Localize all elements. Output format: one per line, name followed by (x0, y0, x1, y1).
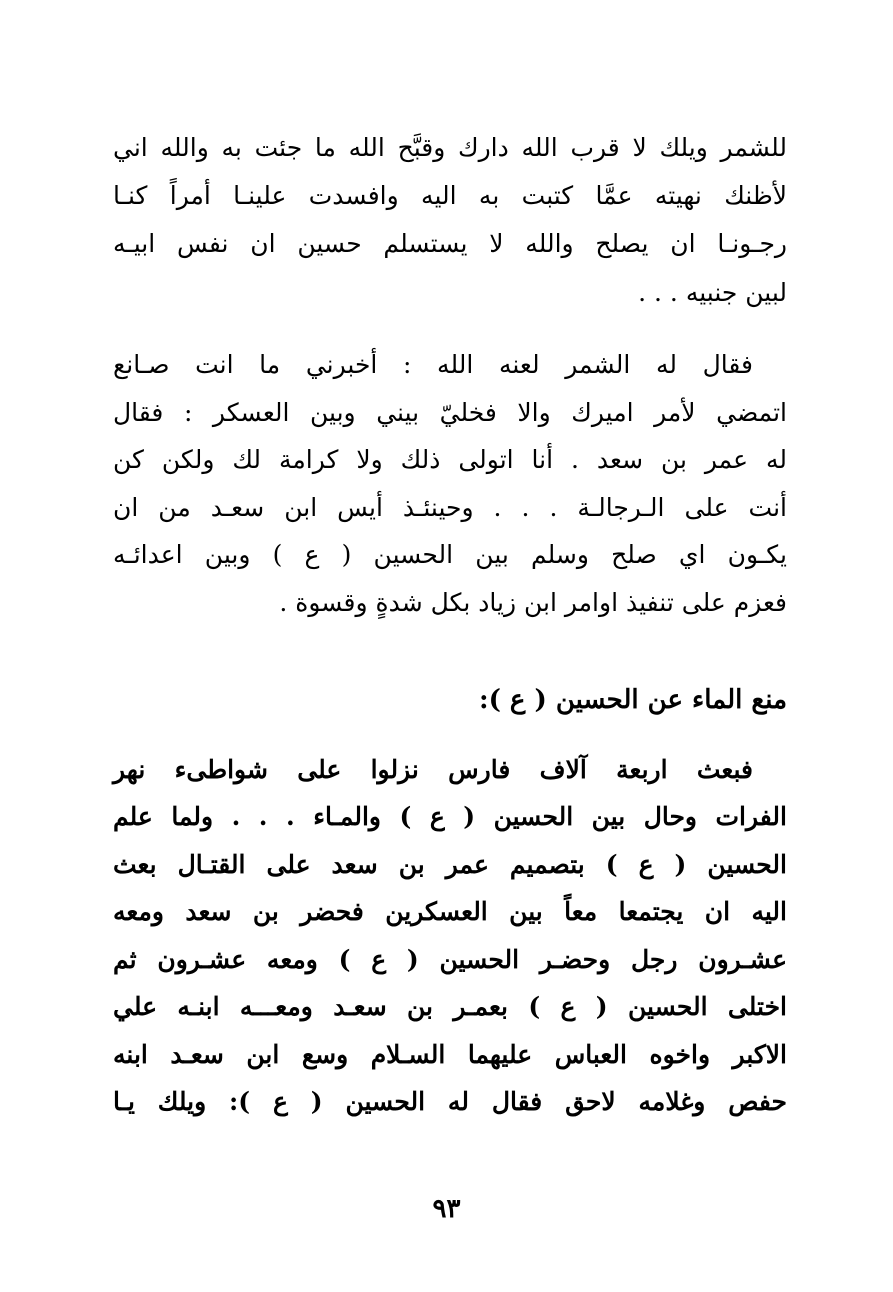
text-line: اليه ان يجتمعا معاً بين العسكرين فحضر بن سعد ومعه (113, 897, 787, 926)
text-line: الاكبر واخوه العباس عليهما السـلام وسع ابن سعـد ابنه (113, 1040, 787, 1069)
page-number: ٩٣ (432, 1194, 461, 1224)
text-line: فعزم على تنفيذ اوامر ابن زياد بكل شدةٍ وقسوة . (279, 588, 787, 617)
text-line: الفرات وحال بين الحسين ( ع ) والمـاء . . . ولما علم (113, 802, 787, 831)
text-line: فقال له الشمر لعنه الله : أخبرني ما انت صـانع (113, 350, 753, 379)
text-line: حفص وغلامه لاحق فقال له الحسين ( ع ): ويلك يـا (113, 1087, 787, 1116)
text-line: أنت على الـرجالـة . . . وحينئـذ أيس ابن سعـد من ان (113, 493, 787, 522)
text-line: رجـونـا ان يصلح والله لا يستسلم حسين ان نفس ابيـه (113, 229, 787, 258)
text-line: لأظنك نهيته عمَّا كتبت به اليه وافسدت علينـا أمراً كنـا (113, 181, 787, 210)
text-line: الحسين ( ع ) بتصميم عمر بن سعد على القتـال بعث (113, 850, 787, 879)
text-line: يكـون اي صلح وسلم بين الحسين ( ع ) وبين اعدائـه (113, 540, 787, 569)
text-line: فبعث اربعة آلاف فارس نزلوا على شواطىء نهر (113, 755, 753, 784)
text-line: للشمر ويلك لا قرب الله دارك وقبَّح الله ما جئت به والله اني (113, 133, 787, 162)
text-line: اتمضي لأمر اميرك والا فخليّ بيني وبين العسكر : فقال (113, 398, 787, 427)
section-heading: منع الماء عن الحسين ( ع ): (478, 685, 787, 715)
text-line: اختلى الحسين ( ع ) بعمـر بن سعـد ومعـــه ابنـه علي (113, 992, 787, 1021)
text-line: له عمر بن سعد . أنا اتولى ذلك ولا كرامة لك ولكن كن (113, 445, 787, 474)
text-line: عشـرون رجل وحضـر الحسين ( ع ) ومعه عشـرون ثم (113, 945, 787, 974)
text-line: لبين جنبيه . . . (638, 278, 787, 307)
